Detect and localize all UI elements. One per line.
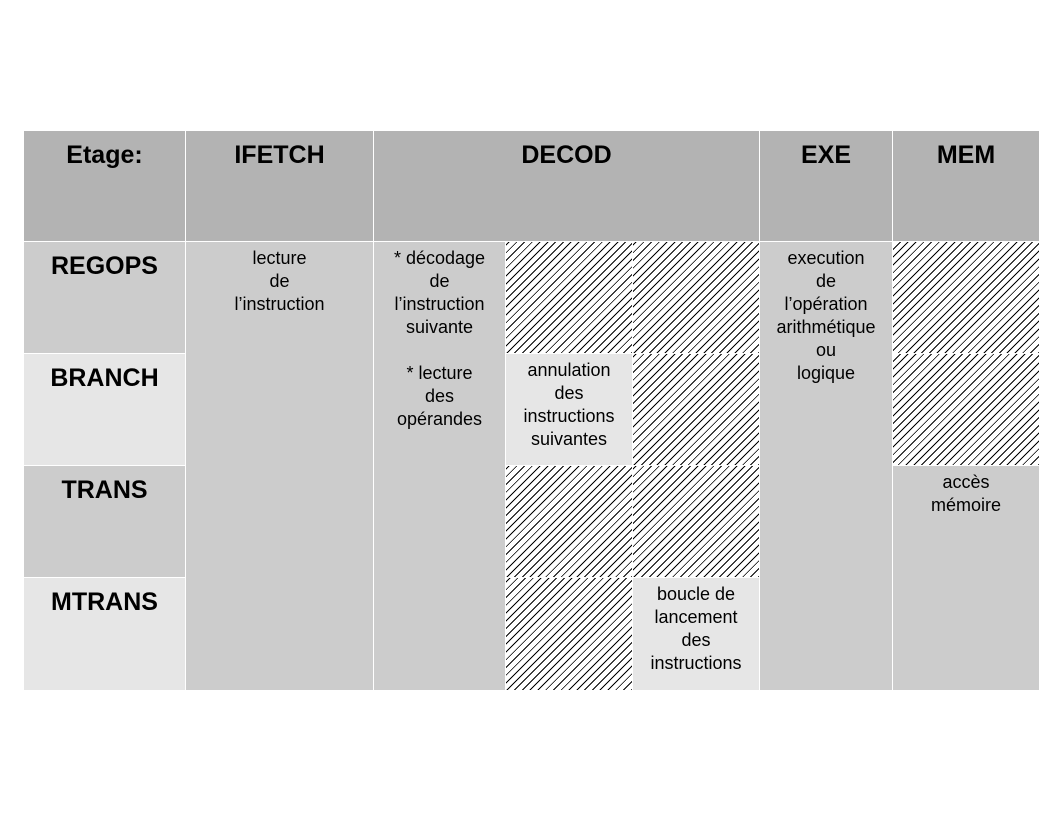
decod-p2-line-3: opérandes	[396, 409, 483, 429]
header-decod: DECOD	[374, 131, 759, 241]
mem-line-1: accès	[942, 472, 990, 492]
mtrans-line-1: boucle de	[656, 584, 736, 604]
branch-line-1: annulation	[527, 360, 611, 380]
pipeline-table	[24, 131, 1033, 686]
mtrans-line-4: instructions	[650, 653, 742, 673]
mem-access-cell	[893, 466, 1039, 690]
row-label-trans: TRANS	[24, 466, 185, 577]
row-label-regops: REGOPS	[24, 242, 185, 353]
decod-cell	[374, 242, 505, 690]
branch-line-2: des	[554, 383, 584, 403]
ifetch-line-1: lecture	[252, 248, 307, 268]
row-label-mtrans: MTRANS	[24, 578, 185, 690]
exe-line-2: de	[815, 271, 837, 291]
decod-p1-line-3: l’instruction	[394, 294, 485, 314]
hatch-regops-b	[633, 242, 759, 353]
hatch-trans-a	[506, 466, 632, 577]
exe-cell	[760, 242, 892, 690]
mtrans-line-2: lancement	[654, 607, 738, 627]
exe-line-6: logique	[796, 363, 856, 383]
mtrans-loop-cell	[633, 578, 759, 690]
ifetch-line-3: l’instruction	[234, 294, 325, 314]
decod-p1-line-1: * décodage	[393, 248, 486, 268]
decod-p2-line-1: * lecture	[406, 363, 473, 383]
exe-line-3: l’opération	[784, 294, 868, 314]
decod-p1-line-4: suivante	[405, 317, 474, 337]
ifetch-cell	[186, 242, 373, 690]
decod-p2-line-2: des	[424, 386, 455, 406]
hatch-mtrans-a	[506, 578, 632, 690]
hatch-branch-b	[633, 354, 759, 465]
hatch-mem-branch	[893, 354, 1039, 465]
mem-line-2: mémoire	[930, 495, 1001, 515]
exe-line-5: ou	[815, 340, 837, 360]
header-exe: EXE	[760, 131, 892, 241]
mtrans-line-3: des	[681, 630, 711, 650]
header-stage-label: Etage:	[24, 131, 185, 241]
hatch-regops-a	[506, 242, 632, 353]
header-ifetch: IFETCH	[186, 131, 373, 241]
hatch-mem-regops	[893, 242, 1039, 353]
branch-line-4: suivantes	[530, 429, 608, 449]
ifetch-line-2: de	[269, 271, 290, 291]
decod-paragraph-gap	[374, 339, 505, 362]
decod-p1-line-2: de	[429, 271, 450, 291]
row-label-branch: BRANCH	[24, 354, 185, 465]
branch-line-3: instructions	[523, 406, 615, 426]
hatch-trans-b	[633, 466, 759, 577]
exe-line-4: arithmétique	[776, 317, 876, 337]
header-mem: MEM	[893, 131, 1039, 241]
exe-line-1: execution	[787, 248, 865, 268]
branch-annulation-cell	[506, 354, 632, 465]
